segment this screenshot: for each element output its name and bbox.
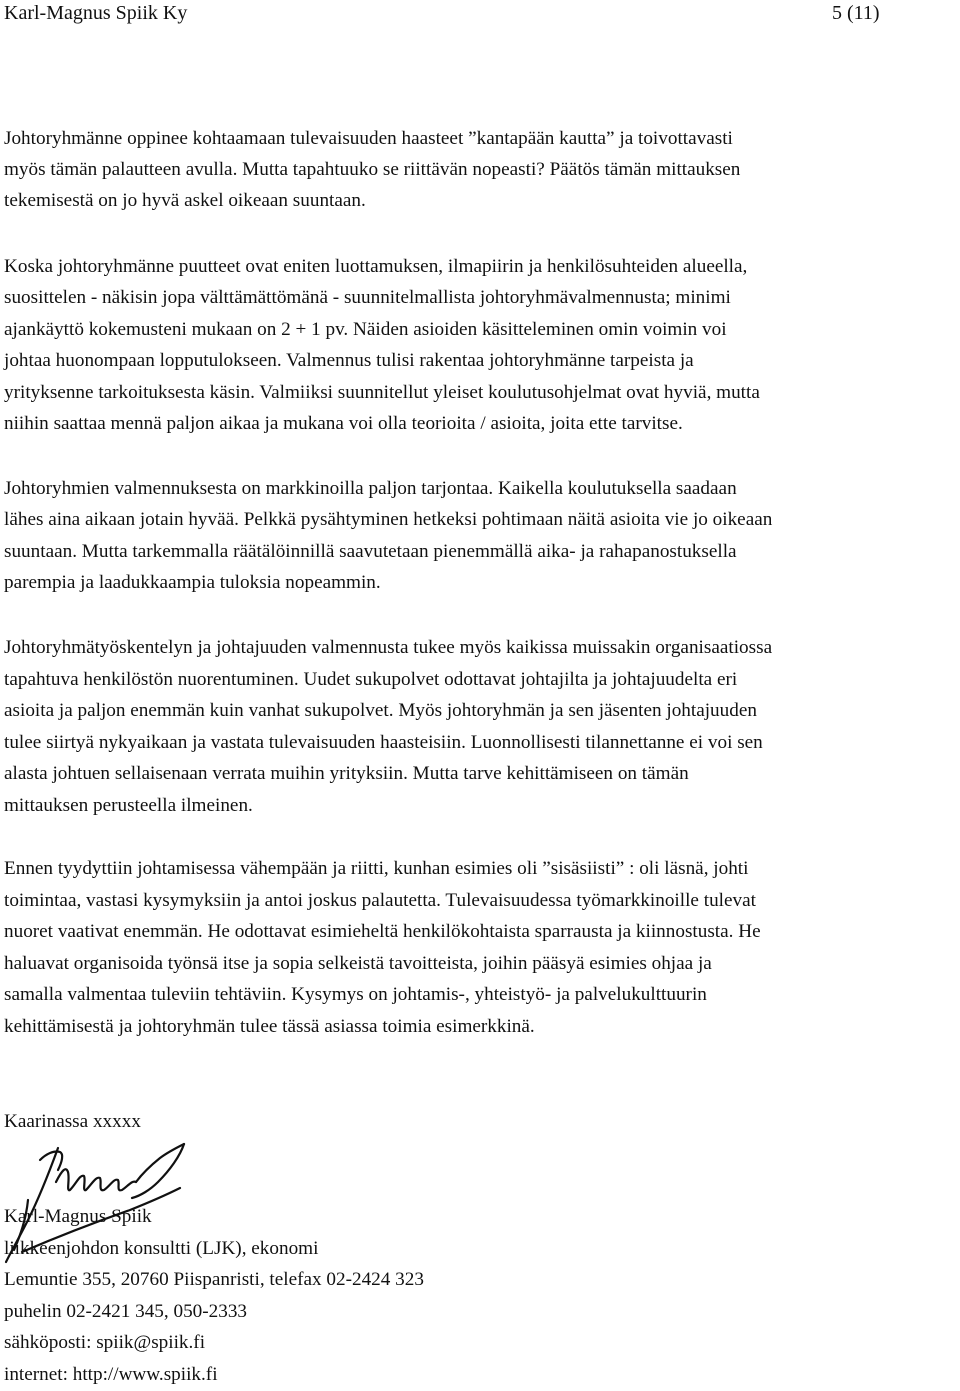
paragraph-line: toimintaa, vastasi kysymyksiin ja antoi joskus palautetta. Tulevaisuudessa työmarkkinoille tulevat (4, 889, 756, 911)
paragraph-line: tulee siirtyä nykyaikaan ja vastata tulevaisuuden haasteisiin. Luonnollisesti tilannettanne ei voi sen (4, 731, 763, 753)
paragraph-line: kehittämisestä ja johtoryhmän tulee tässä asiassa toimia esimerkkinä. (4, 1015, 535, 1037)
paragraph-2 (4, 251, 959, 439)
paragraph-line: yrityksenne tarkoituksesta käsin. Valmiiksi suunnitellut yleiset koulutusohjelmat ovat hyviä, mutta (4, 381, 760, 403)
paragraph-line: johtaa huonompaan lopputulokseen. Valmennus tulisi rakentaa johtoryhmänne tarpeista ja (4, 350, 694, 372)
paragraph-line: haluavat organisoida työnsä itse ja sopia selkeistä tavoitteista, joihin pääsyä esimies ohjaa ja (4, 952, 712, 974)
paragraph-line: Koska johtoryhmänne puutteet ovat eniten luottamuksen, ilmapiirin ja henkilösuhteiden alueella, (4, 256, 748, 277)
contact-title: liikkeenjohdon konsultti (LJK), ekonomi (4, 1237, 319, 1259)
paragraph-line: niihin saattaa mennä paljon aikaa ja mukana voi olla teorioita / asioita, joita ette tarvitse. (4, 412, 683, 434)
handwritten-signature-icon (0, 1140, 200, 1270)
paragraph-line: tekemisestä on jo hyvä askel oikeaan suuntaan. (4, 190, 366, 211)
paragraph-5 (4, 853, 959, 1043)
closing-greeting: Kaarinassa xxxxx (4, 1111, 141, 1132)
paragraph-4 (4, 632, 959, 822)
paragraph-line: nuoret vaativat enemmän. He odottavat esimieheltä henkilökohtaista sparrausta ja kiinnostusta. He (4, 921, 761, 943)
paragraph-line: parempia ja laadukkaampia tuloksia nopeammin. (4, 571, 381, 593)
paragraph-line: suuntaan. Mutta tarkemmalla räätälöinnillä saavutetaan pienemmällä aika- ja rahapanostuksella (4, 540, 737, 562)
paragraph-line: alasta johtuen sellaisenaan verrata muihin yrityksiin. Mutta tarve kehittämiseen on tämän (4, 763, 689, 785)
paragraph-line: asioita ja paljon enemmän kuin vanhat sukupolvet. Myös johtoryhmän ja sen jäsenten johtajuuden (4, 700, 757, 722)
paragraph-line: Johtoryhmänne oppinee kohtaamaan tulevaisuuden haasteet ”kantapään kautta” ja toivottavasti (4, 128, 733, 149)
paragraph-1 (4, 123, 959, 216)
paragraph-line: Johtoryhmien valmennuksesta on markkinoilla paljon tarjontaa. Kaikella koulutuksella saadaan (4, 478, 737, 499)
paragraph-line: ajankäyttö kokemusteni mukaan on 2 + 1 pv. Näiden asioiden käsitteleminen omin voimin voi (4, 318, 727, 340)
paragraph-line: mittauksen perusteella ilmeinen. (4, 794, 253, 816)
paragraph-line: samalla valmentaa tuleviin tehtäviin. Kysymys on johtamis-, yhteistyö- ja palvelukulttuurin (4, 984, 707, 1006)
contact-email: sähköposti: spiik@spiik.fi (4, 1332, 206, 1354)
paragraph-line: tapahtuva henkilöstön nuorentuminen. Uudet sukupolvet odottavat johtajilta ja johtajuudelta eri (4, 668, 738, 690)
paragraph-line: Johtoryhmätyöskentelyn ja johtajuuden valmennusta tukee myös kaikissa muissakin organisaatiossa (4, 637, 773, 658)
paragraph-3 (4, 473, 959, 598)
paragraph-line: myös tämän palautteen avulla. Mutta tapahtuuko se riittävän nopeasti? Päätös tämän mittauksen (4, 159, 741, 180)
contact-name: Karl-Magnus Spiik (4, 1206, 152, 1227)
header-page-number: 5 (11) (832, 2, 880, 24)
contact-website: internet: http://www.spiik.fi (4, 1363, 218, 1385)
contact-address: Lemuntie 355, 20760 Piispanristi, telefax 02-2424 323 (4, 1269, 424, 1291)
header-company: Karl-Magnus Spiik Ky (4, 2, 188, 24)
paragraph-line: lähes aina aikaan jotain hyvää. Pelkkä pysähtyminen hetkeksi pohtimaan näitä asioita vie jo oikeaan (4, 509, 773, 531)
paragraph-line: suosittelen - näkisin jopa välttämättömänä - suunnitelmallista johtoryhmävalmennusta; minimi (4, 287, 731, 309)
contact-phone: puhelin 02-2421 345, 050-2333 (4, 1300, 248, 1322)
paragraph-line: Ennen tyydyttiin johtamisessa vähempään ja riitti, kunhan esimies oli ”sisäsiisti” : oli läsnä, johti (4, 858, 749, 879)
